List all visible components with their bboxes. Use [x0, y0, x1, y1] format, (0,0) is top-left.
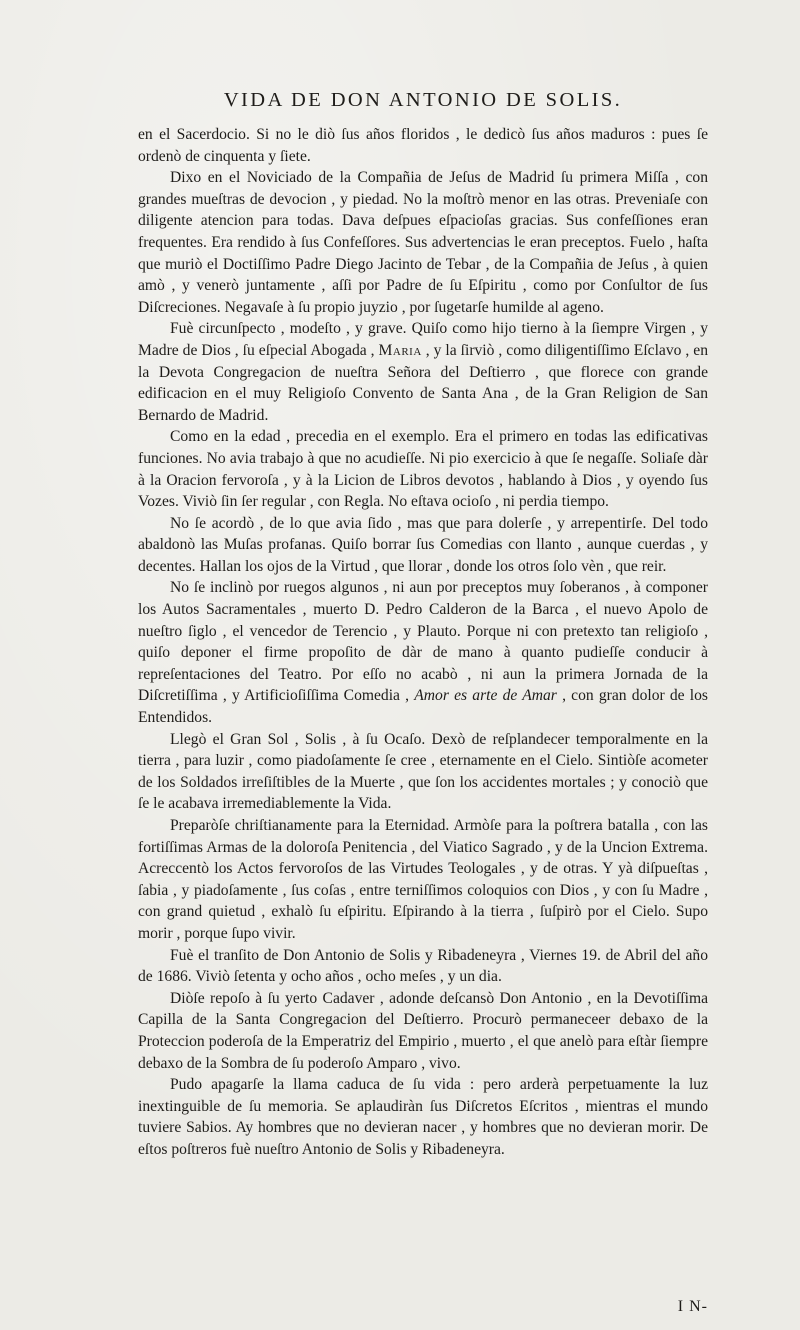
text-run: Fuè el tranſito de Don Antonio de Solis y Ribadeneyra , Viernes 19. de Abril del año de 1686. Viviò ſetenta y ocho años , ocho meſes , y un dia.	[138, 946, 708, 986]
paragraph	[138, 318, 708, 426]
text-run: No ſe acordò , de lo que avia ſido , mas que para dolerſe , y arrepentirſe. Del todo abaldonò las Muſas profanas. Quiſo borrar ſus Comedias con llanto , aunque cuerdas , y decentes. Hallan los ojos de la Virtud , que llorar , donde los otros ſolo vèn , que reir.	[138, 514, 708, 575]
paragraph	[138, 1074, 708, 1160]
paragraph	[138, 945, 708, 988]
text-run: Preparòſe chriſtianamente para la Eternidad. Armòſe para la poſtrera batalla , con las fortiſſimas Armas de la doloroſa Penitencia , del Viatico Sagrado , y de la Uncion Extrema. Acreccentò los Actos fervoroſos de las Virtudes Teologales , y de otras. Y yà diſpueſtas , ſabia , y piadoſamente , ſus coſas , entre terniſſimos coloquios con Dios , y con ſu Madre , con grand quietud , exhalò ſu eſpiritu. Eſpirando à la tierra , ſuſpirò por el Cielo. Supo morir , porque ſupo vivir.	[138, 817, 708, 942]
italic-title: Amor es arte de Amar	[414, 687, 557, 705]
paragraph	[138, 426, 708, 512]
text-run: en el Sacerdocio. Si no le diò ſus años floridos , le dedicò ſus años maduros : pues ſe ordenò de cinquenta y ſiete.	[138, 126, 708, 165]
text-run: Fuè circunſpecto , modeſto , y grave. Quiſo como hijo tierno à la ſiempre Virgen , y Madre de Dios , ſu eſpecial Abogada ,	[138, 320, 708, 359]
text-run: , y la ſirviò , como diligentiſſimo Eſclavo , en la Devota Congregacion de nueſtra Señora del Deſtierro , que florece con grande edificacion en el muy Religioſo Convento de Santa Ana , de la Gran Religion de San Bernardo de Madrid.	[138, 341, 708, 424]
text-run: Como en la edad , precedia en el exemplo. Era el primero en todas las edificativas funciones. No avia trabajo à que no acudieſſe. Ni pio exercicio à que ſe negaſſe. Soliaſe dàr à la Oracion fervoroſa , y à la Licion de Libros devotos , hablando à Dios , y oyendo ſus Vozes. Viviò ſin ſer regular , con Regla. No eſtava ocioſo , ni perdia tiempo.	[138, 428, 708, 511]
text-run: Pudo apagarſe la llama caduca de ſu vida : pero arderà perpetuamente la luz inextinguible de ſu memoria. Se aplaudiràn ſus Diſcretos Eſcritos , mientras el mundo tuviere Sabios. Ay hombres que no devieran nacer , y hombres que no devieran morir. De eſtos poſtreros fuè nueſtro Antonio de Solis y Ribadeneyra.	[138, 1076, 708, 1158]
catchword: I N-	[677, 1298, 708, 1315]
paragraph	[138, 513, 708, 578]
paragraph	[138, 577, 708, 728]
text-run: Llegò el Gran Sol , Solis , à ſu Ocaſo. Dexò de reſplandecer temporalmente en la tierra , para luzir , como piadoſamente ſe cree , eternamente en el Cielo. Sintiòſe acometer de los Soldados irreſiſtibles de la Muerte , que ſon los accidentes mortales ; y conociò que ſe le acabava irremediablemente la Vida.	[138, 730, 708, 813]
running-head: VIDA DE DON ANTONIO DE SOLIS.	[223, 89, 623, 111]
paragraph	[138, 988, 708, 1074]
paragraph	[138, 729, 708, 815]
body-text	[138, 124, 708, 1161]
text-run: Diòſe repoſo à ſu yerto Cadaver , adonde deſcansò Don Antonio , en la Devotiſſima Capilla de la Santa Congregacion del Deſtierro. Procurò permaneceer debaxo de la Proteccion poderoſa de la Emperatriz del Empirio , muerto , el que anelò para eſtàr ſiempre debaxo de la Sombra de ſu poderoſo Amparo , vivo.	[138, 989, 708, 1072]
text-run: Dixo en el Noviciado de la Compañia de Jeſus de Madrid ſu primera Miſſa , con grandes mueſtras de devocion , y piedad. No la moſtrò menor en las otras. Preveniaſe con diligente atencion para todas. Dava deſpues eſpacioſas gracias. Sus confeſſiones eran frequentes. Era rendido à ſus Confeſſores. Sus advertencias le eran preceptos. Fuelo , haſta que muriò el Doctiſſimo Padre Diego Jacinto de Tebar , de la Compañia de Jeſus , à quien amò , y venerò juntamente , aſſi por Padre de ſu Eſpiritu , como por Conſultor de ſus Diſcreciones. Negavaſe à ſu propio juyzio , por ſugetarſe humilde al ageno.	[138, 169, 708, 316]
paragraph	[138, 167, 708, 318]
small-caps-name: Maria	[378, 341, 422, 359]
paragraph	[138, 124, 708, 167]
text-run: , con gran dolor de los Entendidos.	[138, 687, 708, 727]
paragraph	[138, 815, 708, 945]
text-run: No ſe inclinò por ruegos algunos , ni aun por preceptos muy ſoberanos , à componer los Autos Sacramentales , muerto D. Pedro Calderon de la Barca , el nuevo Apolo de nueſtro ſiglo , el vencedor de Terencio , y Plauto. Porque ni con pretexto tan religioſo , quiſo deponer el firme propoſito de dàr de mano à quanto pudieſſe conducir à repreſentaciones del Teatro. Por eſſo no acabò , ni aun la primera Jornada de la Diſcretiſſima , y Artificioſiſſima Comedia ,	[138, 579, 708, 705]
